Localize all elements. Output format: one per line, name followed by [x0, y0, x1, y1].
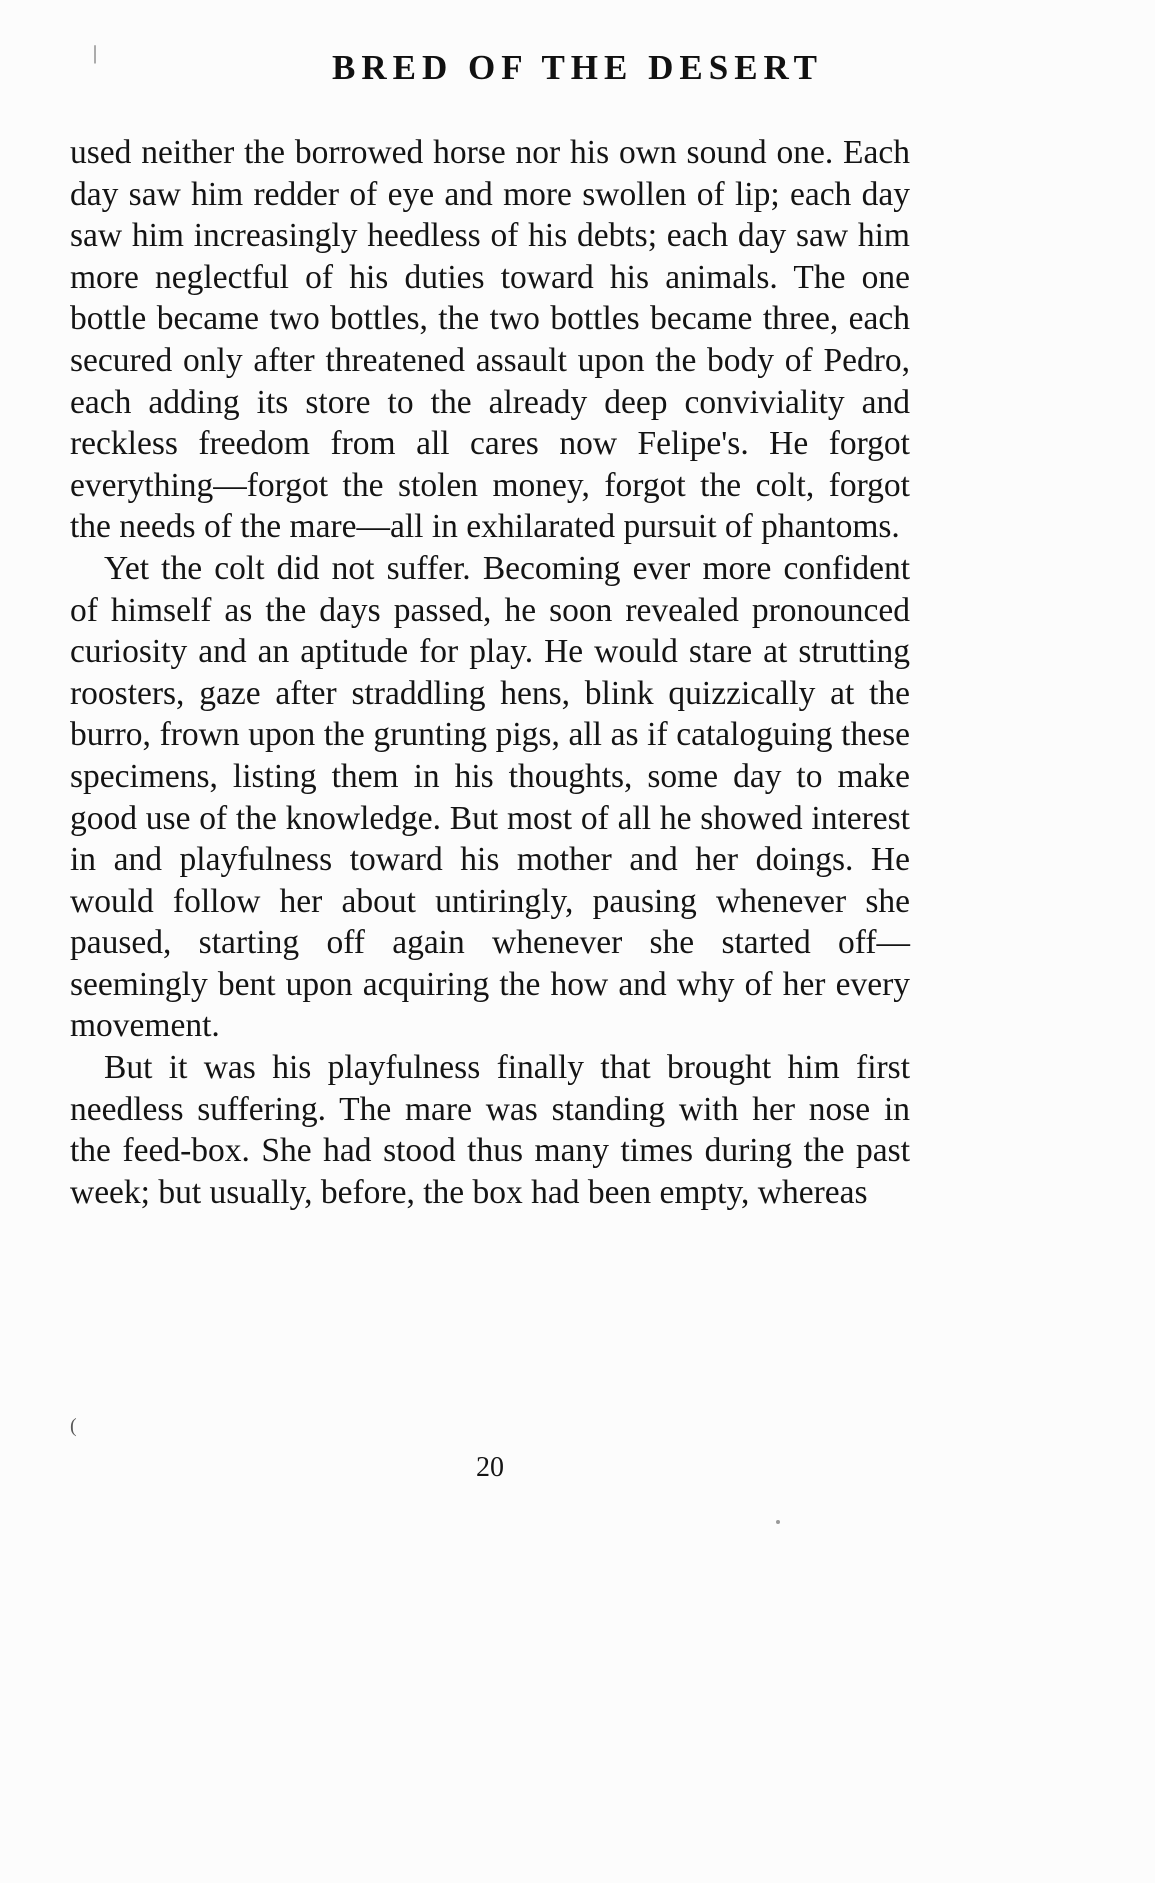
page-title: BRED OF THE DESERT: [332, 48, 823, 87]
paragraph-1: used neither the borrowed horse nor his own sound one. Each day saw him redder of eye and more swollen of lip; each day saw him increasingly heedless of his debts; each day saw him more neglectful of his duties toward his animals. The one bottle became two bottles, the two bottles became three, each secured only after threatened assault upon the body of Pedro, each adding its store to the already deep conviviality and reckless freedom from all cares now Felipe's. He forgot everything—forgot the stolen money, forgot the colt, forgot the needs of the mare—all in exhilarated pursuit of phantoms.: [70, 134, 910, 546]
paragraph-2: Yet the colt did not suffer. Becoming ever more confident of himself as the days passed, he soon revealed pronounced curiosity and an aptitude for play. He would stare at strutting roosters, gaze after straddling hens, blink quizzically at the burro, frown upon the grunting pigs, all as if cataloguing these specimens, listing them in his thoughts, some day to make good use of the knowledge. But most of all he showed interest in and playfulness toward his mother and her doings. He would follow her about untiringly, pausing whenever she paused, starting off again whenever she started off—seemingly bent upon acquiring the how and why of her every movement.: [70, 549, 910, 1045]
scan-edge-mark-bottom: (: [70, 1415, 77, 1437]
paragraph-3: But it was his playfulness finally that brought him first needless suffering. The mare was standing with her nose in the feed-box. She had stood thus many times during the past week; but usually, before, the box had been empty, whereas: [70, 1049, 910, 1211]
scan-speck: [776, 1520, 780, 1524]
page-number: 20: [476, 1452, 504, 1483]
page-text-block: [70, 0, 1085, 1883]
scan-edge-mark-top: |: [93, 42, 98, 64]
body-text: [70, 132, 910, 1213]
